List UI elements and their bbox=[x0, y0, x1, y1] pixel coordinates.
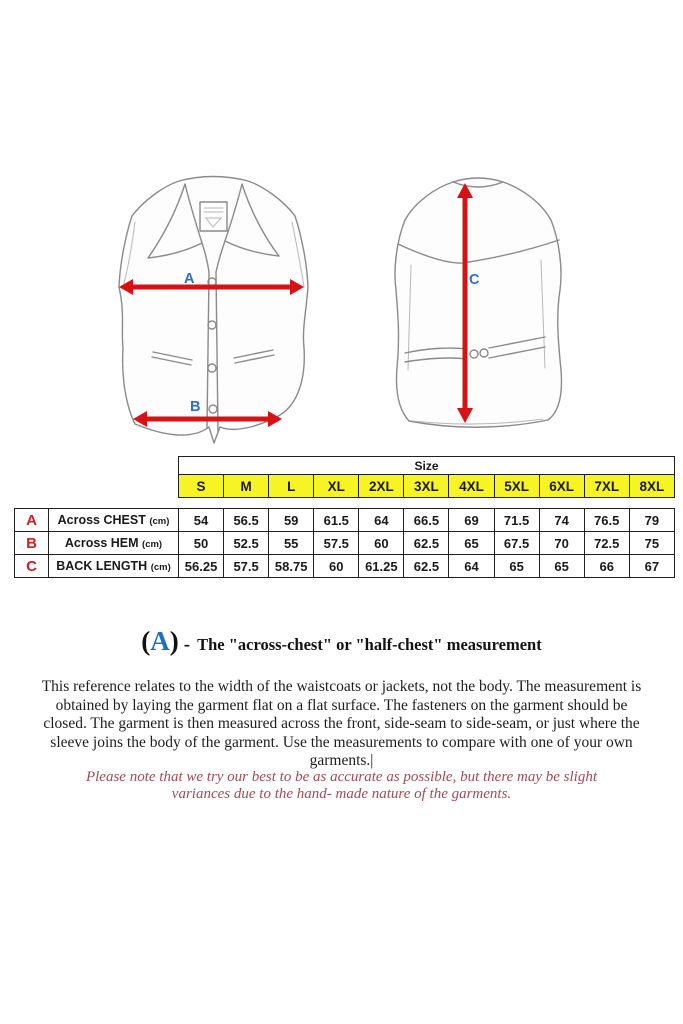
row-label-back-length bbox=[49, 555, 179, 578]
text-cursor: | bbox=[370, 752, 374, 770]
heading-paren-open: ( bbox=[141, 626, 151, 656]
row-label-text: BACK LENGTH bbox=[56, 559, 148, 573]
back-length-value: 62.5 bbox=[404, 555, 449, 578]
table-row-hem bbox=[15, 532, 675, 555]
measurement-label-a: A bbox=[184, 271, 195, 287]
hem-value: 67.5 bbox=[494, 532, 539, 555]
hem-value: 65 bbox=[449, 532, 494, 555]
size-col-5xl: 5XL bbox=[494, 475, 539, 498]
back-length-value: 64 bbox=[449, 555, 494, 578]
chest-value: 54 bbox=[179, 509, 224, 532]
size-col-8xl: 8XL bbox=[629, 475, 674, 498]
table-row-back-length bbox=[15, 555, 675, 578]
back-vest-outline bbox=[395, 178, 561, 427]
size-col-s: S bbox=[179, 475, 224, 498]
hem-value: 55 bbox=[269, 532, 314, 555]
row-label-chest bbox=[49, 509, 179, 532]
size-header-table bbox=[178, 456, 675, 498]
measurement-paragraph bbox=[36, 678, 647, 771]
heading-paren-close: ) bbox=[169, 626, 179, 656]
row-unit: (cm) bbox=[142, 539, 163, 550]
hem-value: 72.5 bbox=[584, 532, 629, 555]
table-row-chest bbox=[15, 509, 675, 532]
chest-value: 66.5 bbox=[404, 509, 449, 532]
size-col-m: M bbox=[224, 475, 269, 498]
back-length-value: 61.25 bbox=[359, 555, 404, 578]
back-length-value: 60 bbox=[314, 555, 359, 578]
size-col-2xl: 2XL bbox=[359, 475, 404, 498]
chest-value: 69 bbox=[449, 509, 494, 532]
measurements-table bbox=[14, 508, 675, 578]
size-table-title: Size bbox=[179, 457, 675, 475]
row-key-c: C bbox=[15, 555, 49, 578]
row-label-hem bbox=[49, 532, 179, 555]
chest-value: 71.5 bbox=[494, 509, 539, 532]
chest-value: 74 bbox=[539, 509, 584, 532]
hem-value: 60 bbox=[359, 532, 404, 555]
chest-value: 64 bbox=[359, 509, 404, 532]
back-vest-sketch bbox=[383, 170, 573, 442]
row-label-text: Across CHEST bbox=[57, 513, 146, 527]
hem-value: 50 bbox=[179, 532, 224, 555]
accuracy-note: Please note that we try our best to be as accurate as possible, but there may be slight variances due to the hand- made nature of the garments. bbox=[85, 769, 598, 802]
row-label-text: Across HEM bbox=[64, 536, 139, 550]
measurement-label-b: B bbox=[190, 399, 201, 415]
front-vest-outline bbox=[119, 177, 308, 444]
chest-value: 79 bbox=[629, 509, 674, 532]
row-key-a: A bbox=[15, 509, 49, 532]
chest-value: 56.5 bbox=[224, 509, 269, 532]
row-unit: (cm) bbox=[149, 516, 170, 527]
row-unit: (cm) bbox=[150, 562, 171, 573]
size-col-3xl: 3XL bbox=[404, 475, 449, 498]
paragraph-text: This reference relates to the width of the waistcoats or jackets, not the body. The measurement is obtained by laying the garment flat on a flat surface. The fasteners on the garment should be closed. The garment is then measured across the front, side-seam to side-seam, or just where the sleeve joins the body of the garment. Use the measurements to compare with one of your own garments. bbox=[41, 678, 642, 770]
hem-value: 62.5 bbox=[404, 532, 449, 555]
hem-value: 52.5 bbox=[224, 532, 269, 555]
size-col-l: L bbox=[269, 475, 314, 498]
back-length-value: 57.5 bbox=[224, 555, 269, 578]
back-length-value: 65 bbox=[539, 555, 584, 578]
size-col-7xl: 7XL bbox=[584, 475, 629, 498]
heading-letter-a: A bbox=[150, 626, 170, 656]
chest-value: 61.5 bbox=[314, 509, 359, 532]
heading-text: The "across-chest" or "half-chest" measurement bbox=[197, 635, 542, 654]
measurement-label-c: C bbox=[469, 272, 480, 288]
chest-value: 59 bbox=[269, 509, 314, 532]
measurement-heading bbox=[0, 626, 683, 657]
size-col-6xl: 6XL bbox=[539, 475, 584, 498]
chest-value: 76.5 bbox=[584, 509, 629, 532]
hem-value: 57.5 bbox=[314, 532, 359, 555]
row-key-b: B bbox=[15, 532, 49, 555]
back-length-value: 66 bbox=[584, 555, 629, 578]
back-length-value: 67 bbox=[629, 555, 674, 578]
hem-value: 70 bbox=[539, 532, 584, 555]
front-vest-sketch bbox=[106, 166, 321, 456]
hem-value: 75 bbox=[629, 532, 674, 555]
heading-dash: - bbox=[183, 634, 191, 655]
back-length-value: 65 bbox=[494, 555, 539, 578]
size-columns-row bbox=[179, 475, 675, 498]
back-length-value: 58.75 bbox=[269, 555, 314, 578]
back-length-value: 56.25 bbox=[179, 555, 224, 578]
size-col-xl: XL bbox=[314, 475, 359, 498]
size-col-4xl: 4XL bbox=[449, 475, 494, 498]
